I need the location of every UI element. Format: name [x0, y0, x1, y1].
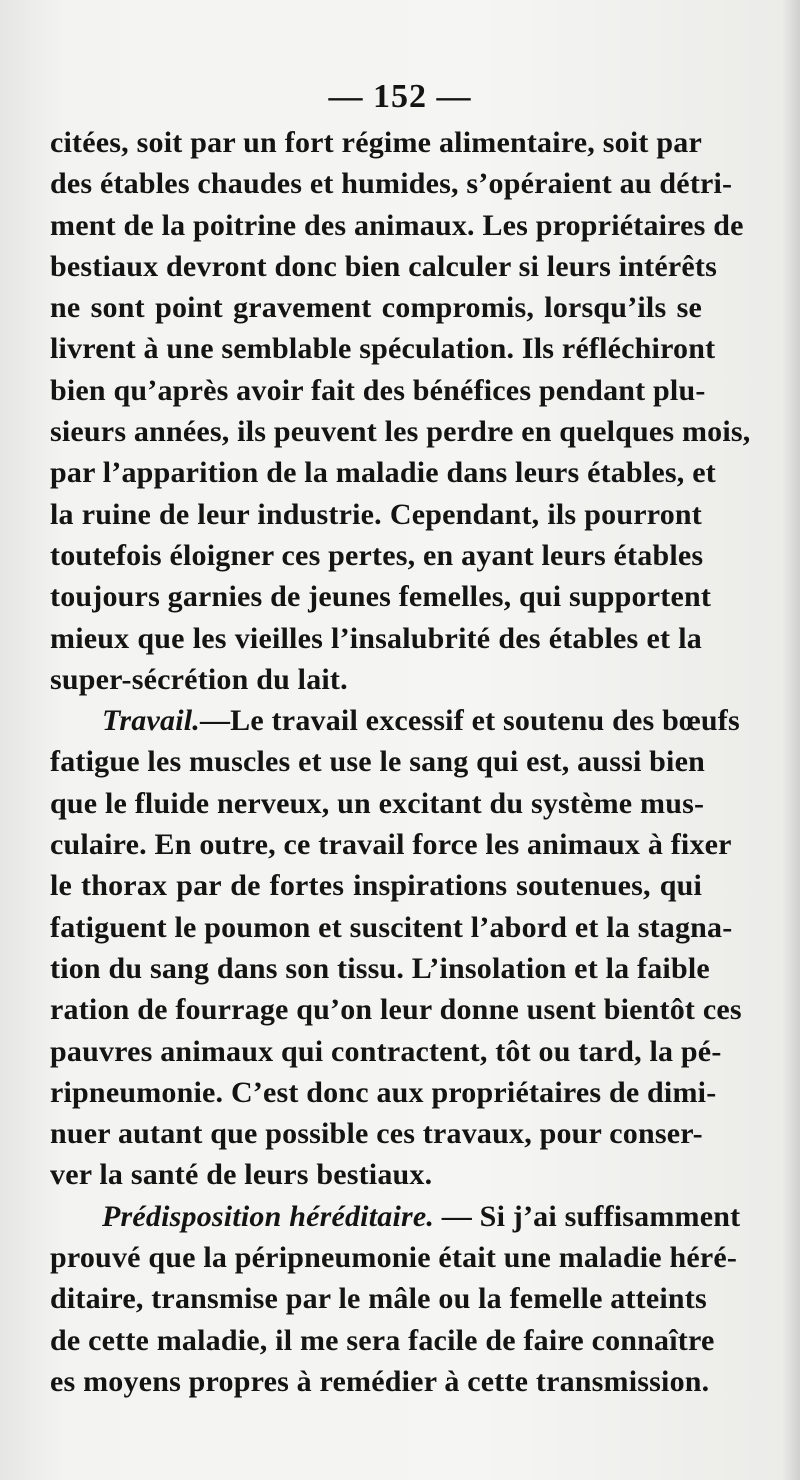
text-line: citées, soit par un fort régime alimentaire, soit par — [50, 126, 702, 159]
text-line: ditaire, transmise par le mâle ou la femelle atteints — [50, 1282, 707, 1316]
text-line: fatigue les muscles et use le sang qui est, aussi bien — [50, 745, 705, 779]
text-line: par l’apparition de la maladie dans leurs étables, et — [50, 456, 716, 490]
text-line: des étables chaudes et humides, s’opéraient au détri- — [50, 167, 733, 201]
text-line: ration de fourrage qu’on leur donne usent bientôt ces — [50, 993, 742, 1027]
paragraph-predisposition-first-line — [50, 1196, 741, 1237]
text-line: le thorax par de fortes inspirations soutenues, qui — [50, 869, 702, 903]
text-line: toujours garnies de jeunes femelles, qui supportent — [50, 580, 712, 614]
text-line: sieurs années, ils peuvent les perdre en quelques mois, — [50, 415, 751, 449]
page-number: — 152 — — [328, 78, 472, 115]
text-line: tion du sang dans son tissu. L’insolation et la faible — [50, 951, 710, 985]
text-line: livrent à une semblable spéculation. Ils réfléchiront — [50, 332, 716, 366]
text-fragment: — Si j’ai suffisamment — [434, 1199, 741, 1233]
text-line: prouvé que la péripneumonie était une maladie héré- — [50, 1241, 738, 1275]
section-heading-predisposition: Prédisposition héréditaire. — [102, 1199, 435, 1233]
text-line: que le fluide nerveux, un excitant du système mus- — [50, 786, 705, 820]
text-line: ver la santé de leurs bestiaux. — [50, 1158, 433, 1192]
text-line: de cette maladie, il me sera facile de faire connaître — [50, 1323, 715, 1357]
text-line: ment de la poitrine des animaux. Les propriétaires de — [50, 208, 744, 242]
text-line: ripneumonie. C’est donc aux propriétaires de dimi- — [50, 1075, 717, 1109]
text-line: mieux que les vieilles l’insalubrité des étables et la — [50, 621, 702, 655]
page-edge-shadow — [782, 0, 800, 1480]
section-heading-travail: Travail. — [102, 704, 200, 738]
text-line: fatiguent le poumon et suscitent l’abord et la stagna- — [50, 910, 733, 944]
text-line: nuer autant que possible ces travaux, pour conser- — [50, 1117, 703, 1151]
text-fragment: —Le travail excessif et soutenu des bœufs — [199, 704, 740, 738]
text-line: la ruine de leur industrie. Cependant, ils pourront — [50, 497, 702, 531]
text-line: pauvres animaux qui contractent, tôt ou tard, la pé- — [50, 1034, 722, 1068]
text-line: bien qu’après avoir fait des bénéfices pendant plu- — [50, 373, 706, 407]
text-line: ne sont point gravement compromis, lorsqu’ils se — [50, 291, 702, 325]
text-line: super-sécrétion du lait. — [50, 662, 348, 696]
text-line: es moyens propres à remédier à cette transmission. — [50, 1364, 710, 1398]
body-text — [50, 122, 751, 1402]
text-line: culaire. En outre, ce travail force les animaux à fixer — [50, 828, 732, 862]
text-line: toutefois éloigner ces pertes, en ayant leurs étables — [50, 538, 704, 572]
paragraph-travail-first-line — [50, 700, 740, 741]
text-line: bestiaux devront donc bien calculer si leurs intérêts — [50, 249, 717, 283]
